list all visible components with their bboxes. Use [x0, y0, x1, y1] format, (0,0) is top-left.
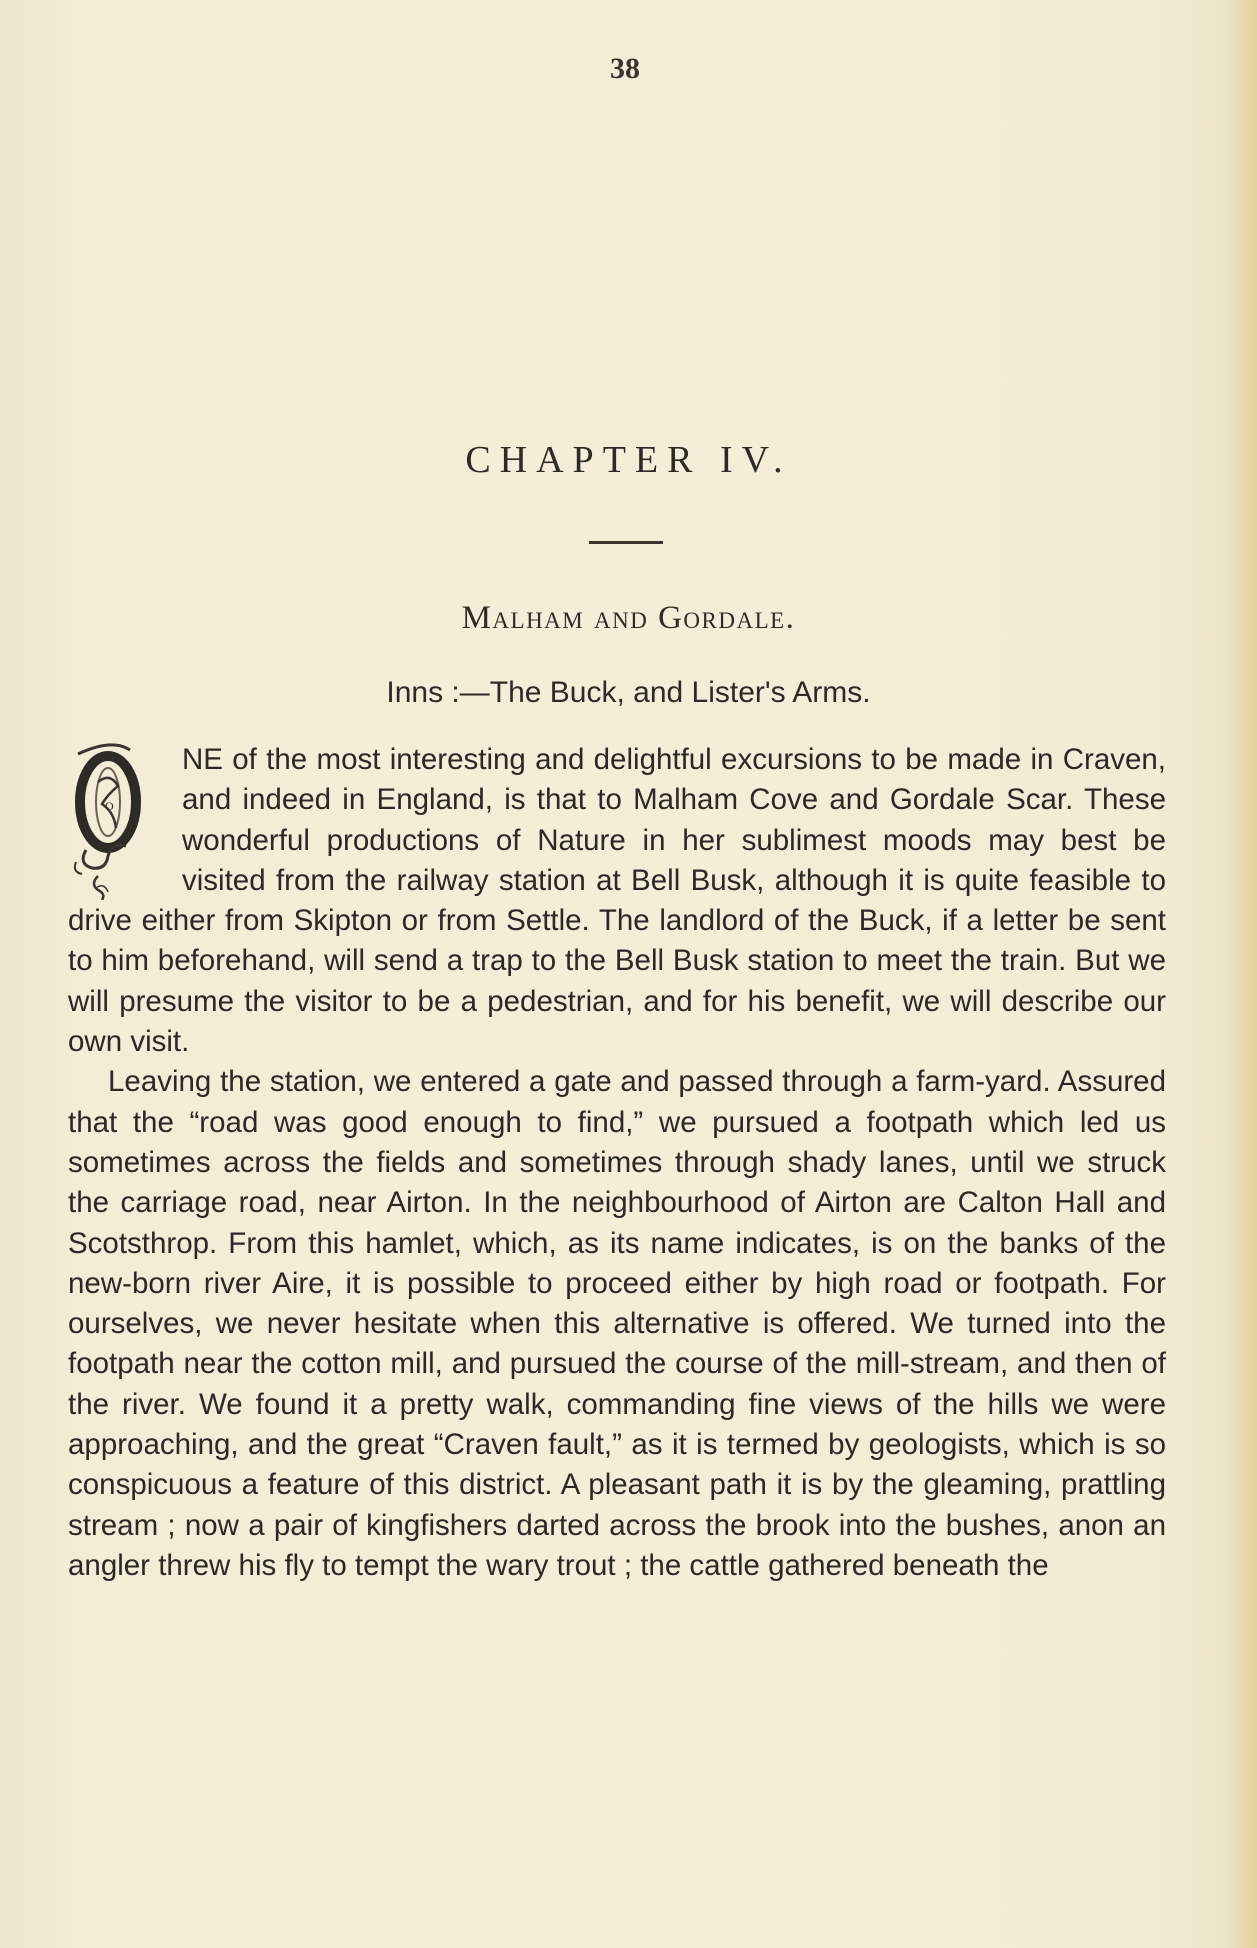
inns-line: Inns :—The Buck, and Lister's Arms. — [386, 676, 871, 709]
section-heading: Malham and Gordale. — [461, 600, 796, 636]
ornate-drop-cap-icon — [68, 742, 164, 900]
paragraph-1 — [68, 740, 1166, 1062]
paragraph-1-text: NE of the most interesting and delightful excursions to be made in Craven, and indeed in England, is that to Malham Cove and Gordale Scar. These wonderful productions of Nature in her sublimest moods may best be visited from the railway station at Bell Busk, although it is quite feasible to drive either from Skipton or from Settle. The landlord of the Buck, if a letter be sent to him beforehand, will send a trap to the Bell Busk station to meet the train. But we will presume the visitor to be a pedestrian, and for his benefit, we will describe our own visit. — [68, 743, 1166, 1059]
title-rule — [589, 541, 663, 544]
chapter-title: CHAPTER IV. — [465, 439, 792, 481]
page-edge-shading — [1231, 0, 1257, 1948]
svg-text:O: O — [105, 799, 114, 813]
drop-cap — [68, 742, 174, 900]
body-text — [68, 740, 1166, 1586]
paragraph-2: Leaving the station, we entered a gate and passed through a farm-yard. Assured that the “road was good enough to find,” we pursued a footpath which led us sometimes across the fields and sometimes through shady lanes, until we struck the carriage road, near Airton. In the neighbourhood of Airton are Calton Hall and Scotsthrop. From this hamlet, which, as its name indicates, is on the banks of the new-born river Aire, it is possible to proceed either by high road or footpath. For ourselves, we never hesitate when this alternative is offered. We turned into the footpath near the cotton mill, and pursued the course of the mill-stream, and then of the river. We found it a pretty walk, commanding fine views of the hills we were approaching, and the great “Craven fault,” as it is termed by geologists, which is so conspicuous a feature of this district. A pleasant path it is by the gleaming, prattling stream ; now a pair of kingfishers darted across the brook into the bushes, anon an angler threw his fly to tempt the wary trout ; the cattle gathered beneath the — [68, 1065, 1166, 1582]
page-number: 38 — [610, 52, 640, 85]
